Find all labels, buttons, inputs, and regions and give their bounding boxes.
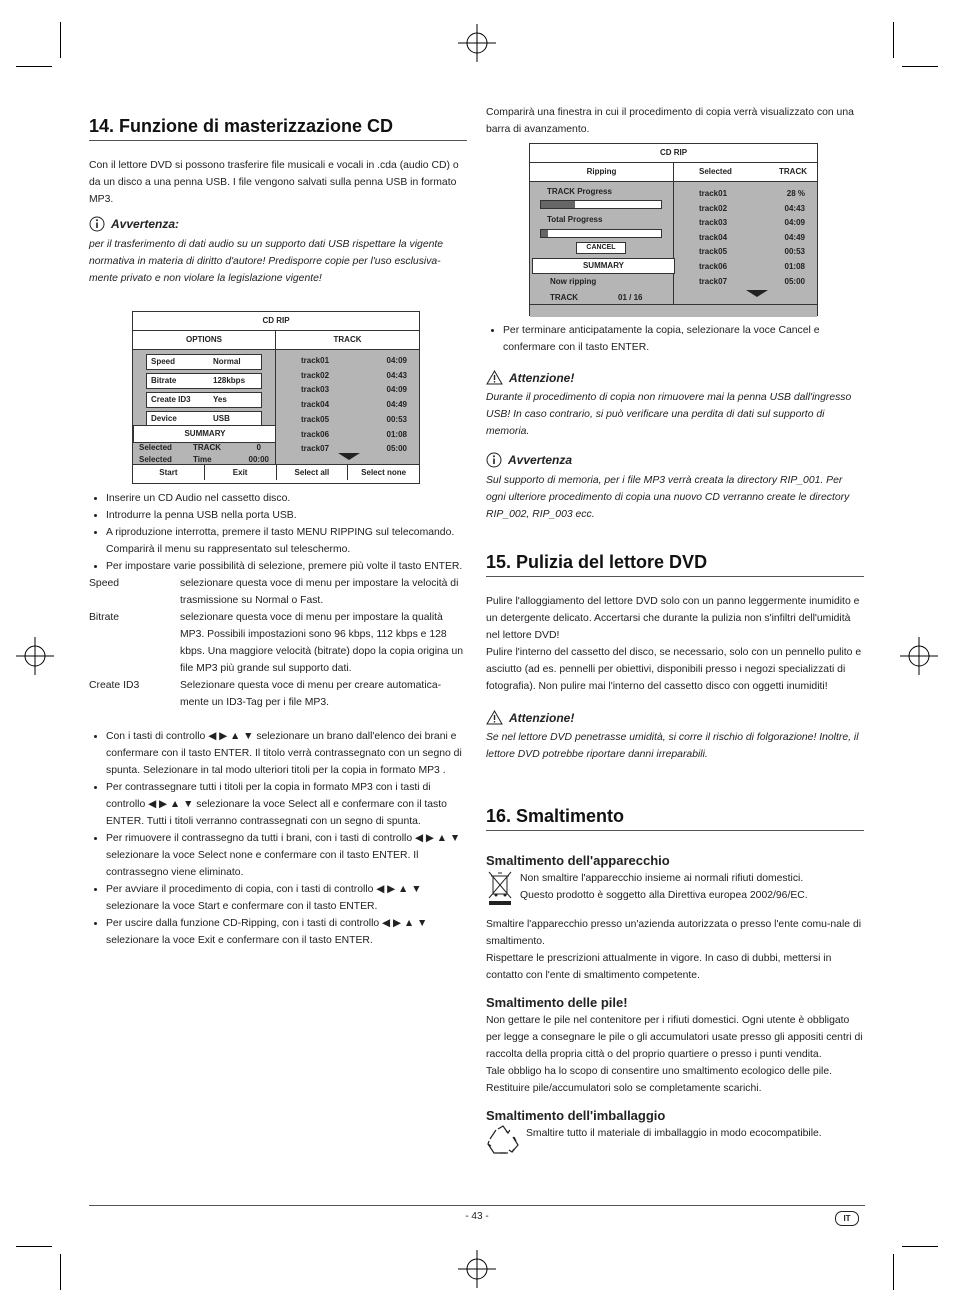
selected-header: Selected: [699, 167, 732, 176]
footer-rule: [89, 1205, 865, 1206]
option-value: Normal: [213, 357, 241, 366]
selected-label: Selected: [139, 455, 172, 464]
track-row[interactable]: [301, 428, 407, 443]
menu-title: CD RIP: [530, 144, 817, 163]
track-time: 04:09: [784, 218, 805, 228]
track-row[interactable]: [301, 398, 407, 413]
track-label: TRACK: [550, 293, 578, 302]
track-header: TRACK: [333, 335, 362, 344]
selected-track-value: 0: [256, 443, 261, 452]
track-header: TRACK: [779, 167, 807, 176]
list-item: • Con i tasti di controllo ◀ ▶ ▲ ▼ selezionare un brano dall'elenco dei brani e confermare con il tasto ENTER. Il titolo verrà contrassegnato con un segno di spunta. Selezionare in tal modo ulteriori titoli per la copia in formato MP3 .: [106, 728, 467, 779]
options-header: OPTIONS: [133, 331, 276, 349]
disposal-device-p2: Questo prodotto è soggetto alla Direttiva europea 2002/96/EC.: [520, 890, 808, 901]
steps-list: [89, 490, 467, 575]
menu-title: CD RIP: [133, 312, 419, 331]
track-time: 00:53: [386, 414, 407, 424]
section-14-intro: Con il lettore DVD si possono trasferire file musicali e vocali in .cda (audio CD) o da un disco a una penna USB. I file vengono salvati sulla penna USB in formato MP3.: [89, 160, 459, 205]
track-time: 28 %: [786, 189, 805, 198]
crop-mark: [16, 1246, 52, 1247]
selected-time-key: Time: [193, 455, 212, 464]
registration-mark-icon: [16, 637, 54, 675]
disposal-packaging-p1: Smaltire tutto il materiale di imballaggio in modo ecocompatibile.: [526, 1128, 822, 1139]
recycle-icon: [486, 1125, 520, 1155]
track-row[interactable]: [699, 231, 805, 246]
ripping-header: Ripping: [530, 163, 674, 181]
menu-button[interactable]: Select none: [361, 468, 407, 477]
registration-mark-icon: [458, 24, 496, 62]
attention-block: [486, 710, 864, 763]
track-row[interactable]: [301, 413, 407, 428]
definition-row: [89, 575, 467, 609]
track-time: 00:53: [784, 247, 805, 257]
option-row[interactable]: [146, 373, 262, 389]
track-row[interactable]: [699, 245, 805, 260]
crop-mark: [60, 1254, 61, 1290]
definition-term: Create ID3: [89, 680, 140, 691]
crossed-bin-icon: [486, 870, 514, 906]
track-row[interactable]: [699, 216, 805, 231]
menu-button[interactable]: Select all: [277, 465, 349, 480]
page-number: - 43 -: [465, 1211, 489, 1222]
list-item: • Per avviare il procedimento di copia, con i tasti di controllo ◀ ▶ ▲ ▼ selezionare la voce Start e confermare con il tasto ENTER.: [106, 881, 467, 915]
option-label: Speed: [151, 357, 176, 366]
list-item: • Per impostare varie possibilità di selezione, premere più volte il tasto ENTER.: [106, 558, 467, 575]
track-name: track04: [699, 232, 728, 242]
disposal-batteries-p2: Tale obbligo ha lo scopo di consentire uno smaltimento ecologico delle pile. Restituire pile/accumulatori solo se completamente scarichi.: [486, 1066, 832, 1094]
section-16-title: 16. Smaltimento: [486, 806, 864, 831]
menu-button[interactable]: Start: [133, 465, 205, 480]
disposal-device-p1: Non smaltire l'apparecchio insieme ai normali rifiuti domestici.: [520, 873, 804, 884]
list-item: • Per contrassegnare tutti i titoli per la copia in formato MP3 con i tasti di controllo ◀ ▶ ▲ ▼ selezionare la voce Select all e confermare con il tasto ENTER. Tutti i titoli verranno contrassegnati con un segno di spunta.: [106, 779, 467, 830]
attention-block: [486, 370, 864, 440]
note-text: per il trasferimento di dati audio su un supporto dati USB rispettare la vigente normativa in materia di diritto d'autore! Predisporre copie per l'uso esclusiva-mente privato e non violare la legislazione vigente!: [89, 239, 444, 284]
track-name: track06: [301, 429, 330, 439]
track-row[interactable]: [301, 354, 407, 369]
summary-label: SUMMARY: [532, 258, 675, 274]
list-item: • A riproduzione interrotta, premere il tasto MENU RIPPING sul telecomando. Comparirà il menu su rappresentato sul teleschermo.: [106, 524, 467, 558]
track-time: 04:49: [386, 400, 407, 410]
right-column: [486, 104, 864, 138]
note-title: Avvertenza:: [111, 217, 180, 231]
disposal-batteries-p1: Non gettare le pile nel contenitore per i rifiuti domestici. Ogni utente è obbligato per legge a consegnare le pile o gli accumulatori usate presso gli appositi centri di raccolta della propria città o del proprio quartiere o presso i punti vendita.: [486, 1015, 863, 1060]
track-time: 05:00: [784, 276, 805, 286]
track-time: 04:09: [386, 385, 407, 395]
definition-term: Bitrate: [89, 612, 120, 623]
info-icon: [89, 216, 105, 232]
crop-mark: [902, 66, 938, 67]
track-name: track06: [699, 261, 728, 271]
disposal-device-p3: Smaltire l'apparecchio presso un'azienda autorizzata o presso l'ente comu-nale di smaltimento.: [486, 919, 862, 947]
track-row[interactable]: [301, 369, 407, 384]
info-icon: [486, 452, 502, 468]
track-name: track01: [301, 356, 330, 365]
selected-label: Selected: [139, 443, 172, 452]
track-time: 05:00: [386, 444, 407, 454]
disposal-batteries-heading: Smaltimento delle pile!: [486, 995, 628, 1010]
option-row[interactable]: [146, 392, 262, 408]
list-item: • Per uscire dalla funzione CD-Ripping, con i tasti di controllo ◀ ▶ ▲ ▼ selezionare la voce Exit e confermare con il tasto ENTER.: [106, 915, 467, 949]
disposal-device-p4: Rispettare le prescrizioni attualmente in vigore. In caso di dubbi, mettersi in contatto con l'ente di smaltimento competente.: [486, 953, 832, 981]
list-item: • Per rimuovere il contrassegno da tutti i brani, con i tasti di controllo ◀ ▶ ▲ ▼ selezionare la voce Select none e confermare con il tasto ENTER. Il contrassegno viene eliminato.: [106, 830, 467, 881]
option-definitions: [89, 575, 467, 711]
track-name: track04: [301, 400, 330, 410]
definition-row: [89, 677, 467, 711]
summary-label: SUMMARY: [133, 425, 277, 443]
track-name: track07: [301, 444, 330, 454]
option-label: Create ID3: [151, 395, 191, 404]
list-item: • Inserire un CD Audio nel cassetto disco.: [106, 490, 467, 507]
track-name: track02: [699, 203, 728, 213]
left-column-lower: [89, 490, 467, 949]
track-time: 01:08: [386, 429, 407, 439]
note-block: [486, 452, 864, 523]
cancel-instruction: [486, 322, 864, 356]
warning-icon: [486, 710, 503, 725]
section-15-title: 15. Pulizia del lettore DVD: [486, 552, 864, 577]
track-time: 04:43: [784, 203, 805, 213]
note-title: Avvertenza: [508, 453, 573, 467]
track-name: track07: [699, 276, 728, 286]
selected-time-value: 00:00: [248, 455, 269, 464]
track-row[interactable]: [699, 187, 805, 202]
now-ripping-label: Now ripping: [550, 277, 597, 286]
track-count: 01 / 16: [618, 293, 643, 302]
track-name: track05: [699, 247, 728, 257]
track-name: track01: [699, 189, 728, 198]
menu-button[interactable]: Exit: [205, 465, 277, 480]
attention-text: Se nel lettore DVD penetrasse umidità, si corre il rischio di folgorazione! Inoltre, il lettore DVD potrebbe riportare danni irreparabili.: [486, 732, 859, 760]
warning-icon: [486, 370, 503, 385]
disposal-device-heading: Smaltimento dell'apparecchio: [486, 853, 670, 868]
crop-mark: [60, 22, 61, 58]
list-item: • Introdurre la penna USB nella porta USB.: [106, 507, 467, 524]
total-progress-label: Total Progress: [547, 215, 603, 224]
track-name: track03: [301, 385, 330, 395]
crop-mark: [902, 1246, 938, 1247]
note-block: [89, 216, 467, 287]
crop-mark: [893, 22, 894, 58]
track-progress-bar: [540, 200, 662, 209]
track-row[interactable]: [699, 275, 805, 290]
track-name: track02: [301, 370, 330, 380]
registration-mark-icon: [458, 1250, 496, 1288]
section-15-p1: Pulire l'alloggiamento del lettore DVD solo con un panno leggermente inumidito e un detergente delicato. Accertarsi che durante la pulizia non s'infiltri dell'umidità nel lettore DVD!: [486, 596, 860, 641]
option-value: 128kbps: [213, 376, 246, 385]
definition-desc: selezionare questa voce di menu per impostare la velocità di trasmissione su Normal o Fast.: [180, 578, 459, 606]
option-label: Device: [151, 414, 177, 423]
option-value: USB: [213, 414, 230, 423]
track-row[interactable]: [699, 202, 805, 217]
section-15-p2: Pulire l'interno del cassetto del disco, se necessario, solo con un pennello pulito e asciutto (ad es. pennelli per obiettivi, disponibili presso i negozi specializzati di fotografia). Non pulire mai l'interno del cassetto disco con oggetti inumiditi!: [486, 647, 862, 692]
selected-track-key: TRACK: [193, 443, 221, 452]
left-column: [89, 116, 467, 287]
section-14-title: 14. Funzione di masterizzazione CD: [89, 116, 467, 141]
note-text: Sul supporto di memoria, per i file MP3 verrà creata la directory RIP_001. Per ogni ulteriore procedimento di copia una nuovo CD verranno create le directory RIP_002, RIP_003 ecc.: [486, 475, 850, 520]
attention-title: Attenzione!: [509, 710, 575, 725]
option-row[interactable]: [146, 354, 262, 370]
option-label: Bitrate: [151, 376, 177, 385]
definition-desc: selezionare questa voce di menu per impostare la qualità MP3. Possibili impostazioni sono 96 kbps, 112 kbps e 128 kbps. Una maggiore velocità (bitrate) dopo la copia origina un file MP3 più grande sul supporto dati.: [180, 612, 464, 674]
cd-rip-menu: [132, 311, 420, 484]
attention-text: Durante il procedimento di copia non rimuovere mai la penna USB dall'ingresso USB! In caso contrario, si può verificare una perdita di dati sul supporto di memoria.: [486, 392, 852, 437]
definition-row: [89, 609, 467, 677]
language-badge: IT: [835, 1211, 859, 1226]
track-time: 04:09: [386, 356, 407, 365]
note-heading: [89, 216, 467, 232]
cd-rip-progress-menu: [529, 143, 818, 316]
track-time: 04:49: [784, 232, 805, 242]
controls-list: [89, 728, 467, 949]
attention-title: Attenzione!: [509, 370, 575, 385]
definition-desc: Selezionare questa voce di menu per creare automatica-mente un ID3-Tag per i file MP3.: [180, 680, 442, 708]
track-name: track03: [699, 218, 728, 228]
track-time: 01:08: [784, 261, 805, 271]
definition-term: Speed: [89, 578, 120, 589]
option-value: Yes: [213, 395, 227, 404]
progress-intro: Comparirà una finestra in cui il procedimento di copia verrà visualizzato con una barra di avanzamento.: [486, 107, 854, 135]
crop-mark: [16, 66, 52, 67]
scroll-down-icon[interactable]: [746, 290, 768, 297]
registration-mark-icon: [900, 637, 938, 675]
list-item: • Per terminare anticipatamente la copia, selezionare la voce Cancel e confermare con il tasto ENTER.: [503, 322, 864, 356]
track-time: 04:43: [386, 370, 407, 380]
disposal-packaging-heading: Smaltimento dell'imballaggio: [486, 1108, 666, 1123]
track-name: track05: [301, 414, 330, 424]
scroll-down-icon[interactable]: [338, 453, 360, 460]
track-progress-label: TRACK Progress: [547, 187, 612, 196]
crop-mark: [893, 1254, 894, 1290]
track-row[interactable]: [301, 383, 407, 398]
cancel-button[interactable]: CANCEL: [576, 242, 626, 254]
total-progress-bar: [540, 229, 662, 238]
section-15: [486, 552, 864, 763]
section-16: [486, 806, 864, 1155]
right-column-middle: [486, 322, 864, 523]
track-row[interactable]: [699, 260, 805, 275]
